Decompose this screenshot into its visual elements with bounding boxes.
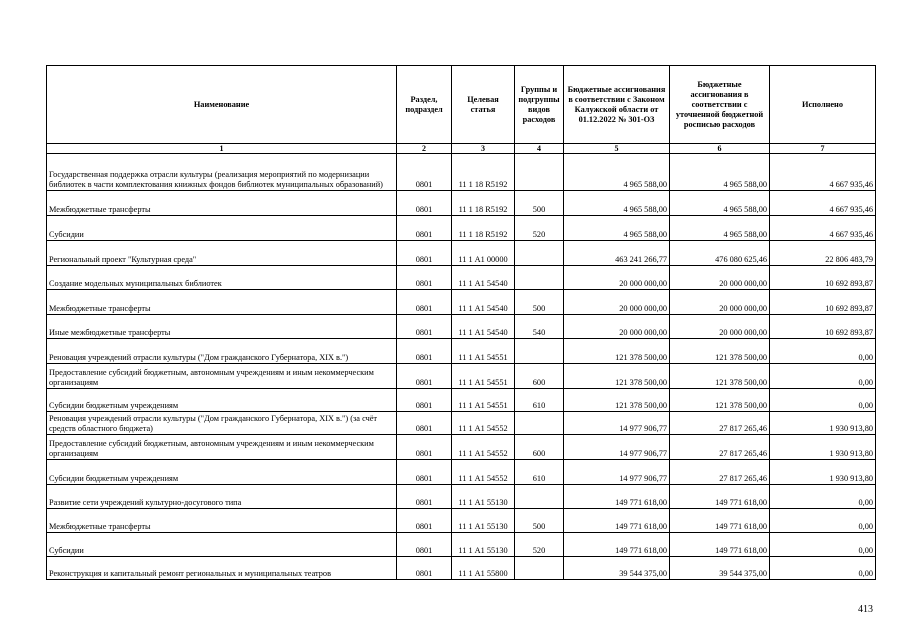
row-law-amount: 20 000 000,00: [564, 315, 670, 339]
column-number: 5: [564, 144, 670, 154]
table-row: [47, 266, 876, 290]
row-target: 11 1 А1 55130: [452, 485, 515, 509]
row-section: 0801: [397, 389, 452, 412]
row-law-amount: 4 965 588,00: [564, 154, 670, 191]
row-name: Межбюджетные трансферты: [47, 509, 397, 533]
row-executed-amount: 0,00: [770, 339, 876, 364]
table-row: [47, 412, 876, 435]
row-target: 11 1 А1 54551: [452, 364, 515, 389]
row-law-amount: 121 378 500,00: [564, 364, 670, 389]
column-number: 7: [770, 144, 876, 154]
row-name: Межбюджетные трансферты: [47, 191, 397, 216]
row-section: 0801: [397, 154, 452, 191]
column-number: 6: [670, 144, 770, 154]
row-law-amount: 4 965 588,00: [564, 216, 670, 241]
row-name: Реновация учреждений отрасли культуры ("Дом гражданского Губернатора, XIX в.") (за счёт средств областного бюджета): [47, 412, 397, 435]
row-group: [515, 266, 564, 290]
row-revised-amount: 20 000 000,00: [670, 266, 770, 290]
row-name: Межбюджетные трансферты: [47, 290, 397, 315]
row-section: 0801: [397, 460, 452, 485]
table-body: [47, 154, 876, 580]
row-executed-amount: 4 667 935,46: [770, 154, 876, 191]
row-revised-amount: 121 378 500,00: [670, 389, 770, 412]
row-law-amount: 20 000 000,00: [564, 266, 670, 290]
row-revised-amount: 39 544 375,00: [670, 557, 770, 580]
row-revised-amount: 4 965 588,00: [670, 216, 770, 241]
row-target: 11 1 18 R5192: [452, 154, 515, 191]
column-number: 2: [397, 144, 452, 154]
row-section: 0801: [397, 412, 452, 435]
row-section: 0801: [397, 191, 452, 216]
page-number: 413: [858, 604, 873, 615]
row-section: 0801: [397, 533, 452, 557]
row-law-amount: 149 771 618,00: [564, 509, 670, 533]
row-group: [515, 557, 564, 580]
table-row: [47, 191, 876, 216]
row-executed-amount: 10 692 893,87: [770, 266, 876, 290]
row-law-amount: 463 241 266,77: [564, 241, 670, 266]
row-target: 11 1 А1 54552: [452, 460, 515, 485]
row-executed-amount: 0,00: [770, 485, 876, 509]
row-target: 11 1 А1 54540: [452, 315, 515, 339]
row-executed-amount: 0,00: [770, 509, 876, 533]
row-group: 520: [515, 216, 564, 241]
row-section: 0801: [397, 216, 452, 241]
row-group: 600: [515, 364, 564, 389]
row-target: 11 1 А1 54540: [452, 290, 515, 315]
row-target: 11 1 А1 54552: [452, 412, 515, 435]
row-section: 0801: [397, 290, 452, 315]
row-revised-amount: 27 817 265,46: [670, 412, 770, 435]
row-section: 0801: [397, 509, 452, 533]
row-law-amount: 121 378 500,00: [564, 389, 670, 412]
row-executed-amount: 4 667 935,46: [770, 216, 876, 241]
row-name: Реновация учреждений отрасли культуры ("Дом гражданского Губернатора, XIX в."): [47, 339, 397, 364]
row-executed-amount: 22 806 483,79: [770, 241, 876, 266]
row-law-amount: 39 544 375,00: [564, 557, 670, 580]
row-group: [515, 339, 564, 364]
row-revised-amount: 4 965 588,00: [670, 191, 770, 216]
row-name: Создание модельных муниципальных библиотек: [47, 266, 397, 290]
row-group: [515, 412, 564, 435]
row-name: Иные межбюджетные трансферты: [47, 315, 397, 339]
row-section: 0801: [397, 364, 452, 389]
table-row: [47, 435, 876, 460]
row-revised-amount: 149 771 618,00: [670, 509, 770, 533]
table-row: [47, 364, 876, 389]
table-row: [47, 509, 876, 533]
row-revised-amount: 20 000 000,00: [670, 290, 770, 315]
row-target: 11 1 А1 54551: [452, 339, 515, 364]
row-name: Субсидии бюджетным учреждениям: [47, 460, 397, 485]
row-executed-amount: 0,00: [770, 533, 876, 557]
row-revised-amount: 149 771 618,00: [670, 533, 770, 557]
column-number: 4: [515, 144, 564, 154]
row-section: 0801: [397, 435, 452, 460]
row-name: Государственная поддержка отрасли культуры (реализация мероприятий по модернизации библиотек в части комплектования книжных фондов библиотек муниципальных образований): [47, 154, 397, 191]
row-target: 11 1 А1 55130: [452, 509, 515, 533]
col-law-header: Бюджетные ассигнования в соответствии с Законом Калужской области от 01.12.2022 № 301-ОЗ: [564, 66, 670, 144]
row-name: Реконструкция и капитальный ремонт региональных и муниципальных театров: [47, 557, 397, 580]
row-section: 0801: [397, 266, 452, 290]
row-revised-amount: 149 771 618,00: [670, 485, 770, 509]
table-row: [47, 557, 876, 580]
row-law-amount: 14 977 906,77: [564, 460, 670, 485]
table-row: [47, 241, 876, 266]
row-revised-amount: 20 000 000,00: [670, 315, 770, 339]
row-revised-amount: 121 378 500,00: [670, 339, 770, 364]
row-executed-amount: 1 930 913,80: [770, 435, 876, 460]
row-group: 600: [515, 435, 564, 460]
row-section: 0801: [397, 315, 452, 339]
row-group: 610: [515, 460, 564, 485]
row-name: Субсидии бюджетным учреждениям: [47, 389, 397, 412]
row-executed-amount: 1 930 913,80: [770, 412, 876, 435]
row-target: 11 1 А1 00000: [452, 241, 515, 266]
row-law-amount: 14 977 906,77: [564, 412, 670, 435]
row-group: 500: [515, 191, 564, 216]
row-law-amount: 4 965 588,00: [564, 191, 670, 216]
row-target: 11 1 18 R5192: [452, 191, 515, 216]
column-number: 3: [452, 144, 515, 154]
row-section: 0801: [397, 485, 452, 509]
row-target: 11 1 А1 54540: [452, 266, 515, 290]
budget-table: [46, 65, 876, 580]
row-group: [515, 154, 564, 191]
row-section: 0801: [397, 557, 452, 580]
row-name: Субсидии: [47, 216, 397, 241]
col-name-header: Наименование: [47, 66, 397, 144]
header-row: [47, 66, 876, 144]
row-group: 520: [515, 533, 564, 557]
row-group: 500: [515, 290, 564, 315]
row-group: 540: [515, 315, 564, 339]
row-target: 11 1 18 R5192: [452, 216, 515, 241]
row-law-amount: 121 378 500,00: [564, 339, 670, 364]
col-revised-header: Бюджетные ассигнования в соответствии с уточненной бюджетной росписью расходов: [670, 66, 770, 144]
column-numbers-row: [47, 144, 876, 154]
row-revised-amount: 27 817 265,46: [670, 435, 770, 460]
row-target: 11 1 А1 54552: [452, 435, 515, 460]
row-target: 11 1 А1 55130: [452, 533, 515, 557]
row-name: Предоставление субсидий бюджетным, автономным учреждениям и иным некоммерческим организациям: [47, 435, 397, 460]
row-target: 11 1 А1 55800: [452, 557, 515, 580]
row-executed-amount: 0,00: [770, 389, 876, 412]
table-row: [47, 216, 876, 241]
row-name: Развитие сети учреждений культурно-досугового типа: [47, 485, 397, 509]
row-section: 0801: [397, 241, 452, 266]
row-law-amount: 14 977 906,77: [564, 435, 670, 460]
row-law-amount: 149 771 618,00: [564, 485, 670, 509]
row-executed-amount: 0,00: [770, 557, 876, 580]
row-section: 0801: [397, 339, 452, 364]
row-executed-amount: 0,00: [770, 364, 876, 389]
table-row: [47, 533, 876, 557]
table-row: [47, 290, 876, 315]
row-group: [515, 241, 564, 266]
row-name: Предоставление субсидий бюджетным, автономным учреждениям и иным некоммерческим организациям: [47, 364, 397, 389]
row-law-amount: 20 000 000,00: [564, 290, 670, 315]
row-group: [515, 485, 564, 509]
col-target-header: Целевая статья: [452, 66, 515, 144]
col-section-header: Раздел, подраздел: [397, 66, 452, 144]
row-revised-amount: 121 378 500,00: [670, 364, 770, 389]
table-row: [47, 315, 876, 339]
row-executed-amount: 10 692 893,87: [770, 290, 876, 315]
row-law-amount: 149 771 618,00: [564, 533, 670, 557]
row-group: 500: [515, 509, 564, 533]
row-executed-amount: 4 667 935,46: [770, 191, 876, 216]
col-groups-header: Группы и подгруппы видов расходов: [515, 66, 564, 144]
table-row: [47, 460, 876, 485]
row-executed-amount: 10 692 893,87: [770, 315, 876, 339]
row-revised-amount: 476 080 625,46: [670, 241, 770, 266]
column-number: 1: [47, 144, 397, 154]
row-target: 11 1 А1 54551: [452, 389, 515, 412]
row-group: 610: [515, 389, 564, 412]
table-row: [47, 485, 876, 509]
row-name: Региональный проект "Культурная среда": [47, 241, 397, 266]
table-row: [47, 339, 876, 364]
row-executed-amount: 1 930 913,80: [770, 460, 876, 485]
table-row: [47, 389, 876, 412]
col-executed-header: Исполнено: [770, 66, 876, 144]
row-name: Субсидии: [47, 533, 397, 557]
table-row: [47, 154, 876, 191]
row-revised-amount: 27 817 265,46: [670, 460, 770, 485]
row-revised-amount: 4 965 588,00: [670, 154, 770, 191]
